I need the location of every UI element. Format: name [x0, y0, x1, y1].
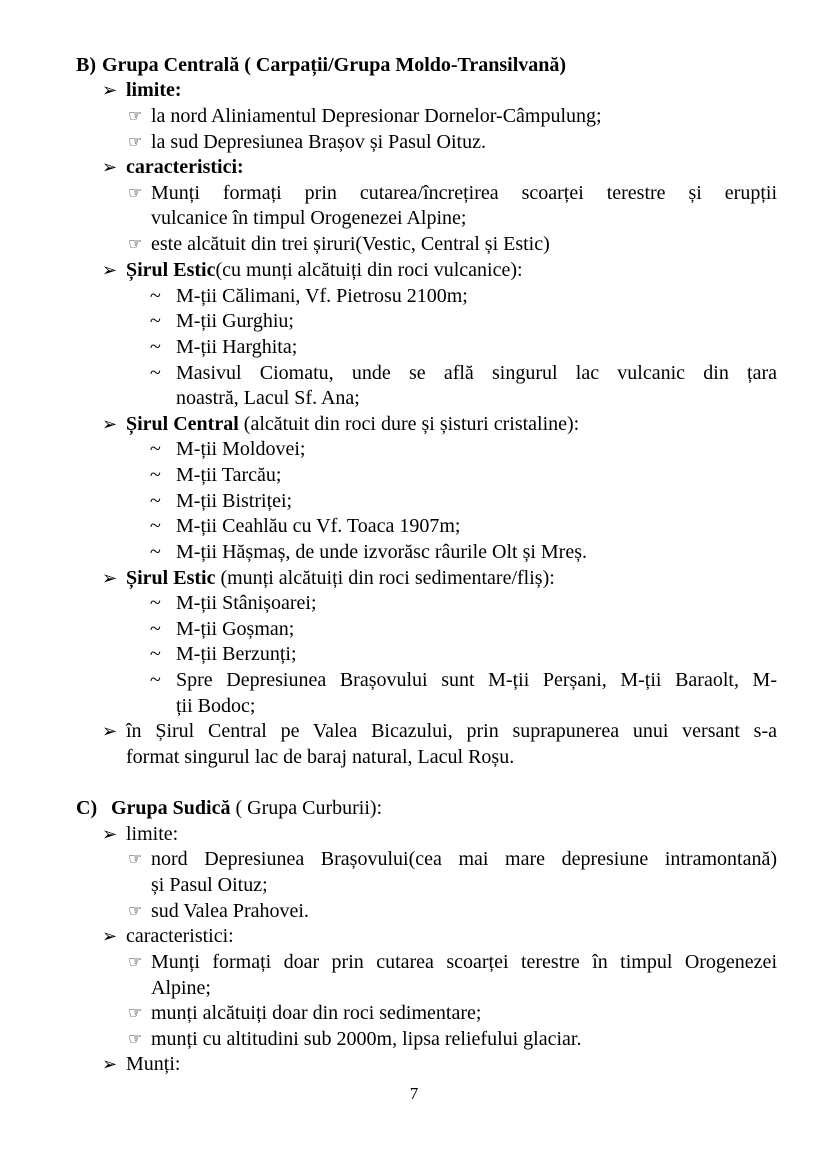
- characteristics-heading: caracteristici:: [126, 925, 234, 947]
- hand-bullet-icon: ☞: [128, 132, 143, 151]
- tilde-bullet-icon: ~: [150, 438, 161, 460]
- list-item-continuation: noastră, Lacul Sf. Ana;: [176, 387, 360, 409]
- list-item-continuation: Alpine;: [151, 977, 211, 999]
- tilde-bullet-icon: ~: [150, 362, 161, 384]
- arrow-bullet-icon: ➢: [102, 926, 118, 946]
- estic-sedimentary-name: Șirul Estic: [126, 567, 216, 589]
- estic-sedimentary-line: [126, 565, 555, 591]
- list-item: Munți formați prin cutarea/încrețirea scoarței terestre și erupții: [151, 182, 777, 204]
- list-item: M-ții Bistriței;: [176, 490, 293, 512]
- list-item: este alcătuit din trei șiruri(Vestic, Central și Estic): [151, 233, 550, 255]
- hand-bullet-icon: ☞: [128, 1003, 143, 1022]
- list-item-continuation: vulcanice în timpul Orogenezei Alpine;: [151, 207, 467, 229]
- characteristics-heading: caracteristici:: [126, 156, 244, 178]
- tilde-bullet-icon: ~: [150, 618, 161, 640]
- tilde-bullet-icon: ~: [150, 541, 161, 563]
- list-item-continuation: ții Bodoc;: [176, 695, 256, 717]
- tilde-bullet-icon: ~: [150, 669, 161, 691]
- bicaz-paragraph: în Șirul Central pe Valea Bicazului, prin suprapunerea unui versant s-a: [126, 720, 777, 742]
- tilde-bullet-icon: ~: [150, 592, 161, 614]
- tilde-bullet-icon: ~: [150, 310, 161, 332]
- list-item: sud Valea Prahovei.: [151, 900, 309, 922]
- tilde-bullet-icon: ~: [150, 336, 161, 358]
- hand-bullet-icon: ☞: [128, 106, 143, 125]
- arrow-bullet-icon: ➢: [102, 414, 118, 434]
- estic-volcanic-description: (cu munți alcătuiți din roci vulcanice):: [215, 259, 523, 281]
- section-c-heading: [111, 795, 382, 821]
- arrow-bullet-icon: ➢: [102, 1054, 118, 1074]
- estic-sedimentary-description: (munți alcătuiți din roci sedimentare/fliș):: [215, 567, 555, 589]
- limits-heading: limite:: [126, 823, 179, 845]
- tilde-bullet-icon: ~: [150, 515, 161, 537]
- list-item: M-ții Harghita;: [176, 336, 298, 358]
- list-item: Munți formați doar prin cutarea scoarței terestre în timpul Orogenezei: [151, 951, 777, 973]
- limits-heading: limite:: [126, 79, 182, 101]
- arrow-bullet-icon: ➢: [102, 721, 118, 741]
- mountains-heading: Munți:: [126, 1053, 181, 1075]
- section-c-title: Grupa Sudică: [111, 797, 231, 819]
- bicaz-paragraph-continuation: format singurul lac de baraj natural, Lacul Roșu.: [126, 746, 515, 768]
- hand-bullet-icon: ☞: [128, 183, 143, 202]
- list-item: M-ții Berzunți;: [176, 643, 297, 665]
- list-item: Masivul Ciomatu, unde se află singurul lac vulcanic din țara: [176, 362, 777, 384]
- list-item: M-ții Stânișoarei;: [176, 592, 317, 614]
- tilde-bullet-icon: ~: [150, 285, 161, 307]
- list-item: munți cu altitudini sub 2000m, lipsa reliefului glaciar.: [151, 1028, 582, 1050]
- list-item: M-ții Goșman;: [176, 618, 295, 640]
- central-line: [126, 411, 579, 437]
- section-c-label: C): [76, 797, 98, 819]
- list-item: M-ții Tarcău;: [176, 464, 282, 486]
- central-name: Șirul Central: [126, 413, 239, 435]
- list-item: M-ții Gurghiu;: [176, 310, 294, 332]
- arrow-bullet-icon: ➢: [102, 157, 118, 177]
- estic-volcanic-name: Șirul Estic: [126, 259, 216, 281]
- tilde-bullet-icon: ~: [150, 490, 161, 512]
- tilde-bullet-icon: ~: [150, 464, 161, 486]
- section-c-subtitle: ( Grupa Curburii):: [230, 797, 383, 819]
- arrow-bullet-icon: ➢: [102, 824, 118, 844]
- list-item: Spre Depresiunea Brașovului sunt M-ții Perșani, M-ții Baraolt, M-: [176, 669, 777, 691]
- hand-bullet-icon: ☞: [128, 952, 143, 971]
- hand-bullet-icon: ☞: [128, 234, 143, 253]
- list-item: M-ții Călimani, Vf. Pietrosu 2100m;: [176, 285, 468, 307]
- list-item: nord Depresiunea Brașovului(cea mai mare depresiune intramontană): [151, 848, 777, 870]
- list-item: M-ții Hășmaș, de unde izvorăsc râurile Olt și Mreș.: [176, 541, 588, 563]
- arrow-bullet-icon: ➢: [102, 80, 118, 100]
- section-b-label: B): [76, 54, 96, 76]
- arrow-bullet-icon: ➢: [102, 260, 118, 280]
- tilde-bullet-icon: ~: [150, 643, 161, 665]
- list-item-continuation: și Pasul Oituz;: [151, 874, 268, 896]
- arrow-bullet-icon: ➢: [102, 568, 118, 588]
- list-item: la nord Aliniamentul Depresionar Dornelor-Câmpulung;: [151, 105, 602, 127]
- list-item: munți alcătuiți doar din roci sedimentare;: [151, 1002, 482, 1024]
- central-description: (alcătuit din roci dure și șisturi cristaline):: [238, 413, 580, 435]
- section-b-title: Grupa Centrală ( Carpații/Grupa Moldo-Transilvană): [102, 54, 567, 76]
- list-item: M-ții Moldovei;: [176, 438, 306, 460]
- hand-bullet-icon: ☞: [128, 849, 143, 868]
- list-item: la sud Depresiunea Brașov și Pasul Oituz.: [151, 131, 486, 153]
- hand-bullet-icon: ☞: [128, 901, 143, 920]
- page-number: 7: [409, 1084, 419, 1103]
- estic-volcanic-line: [126, 257, 523, 283]
- list-item: M-ții Ceahlău cu Vf. Toaca 1907m;: [176, 515, 461, 537]
- hand-bullet-icon: ☞: [128, 1029, 143, 1048]
